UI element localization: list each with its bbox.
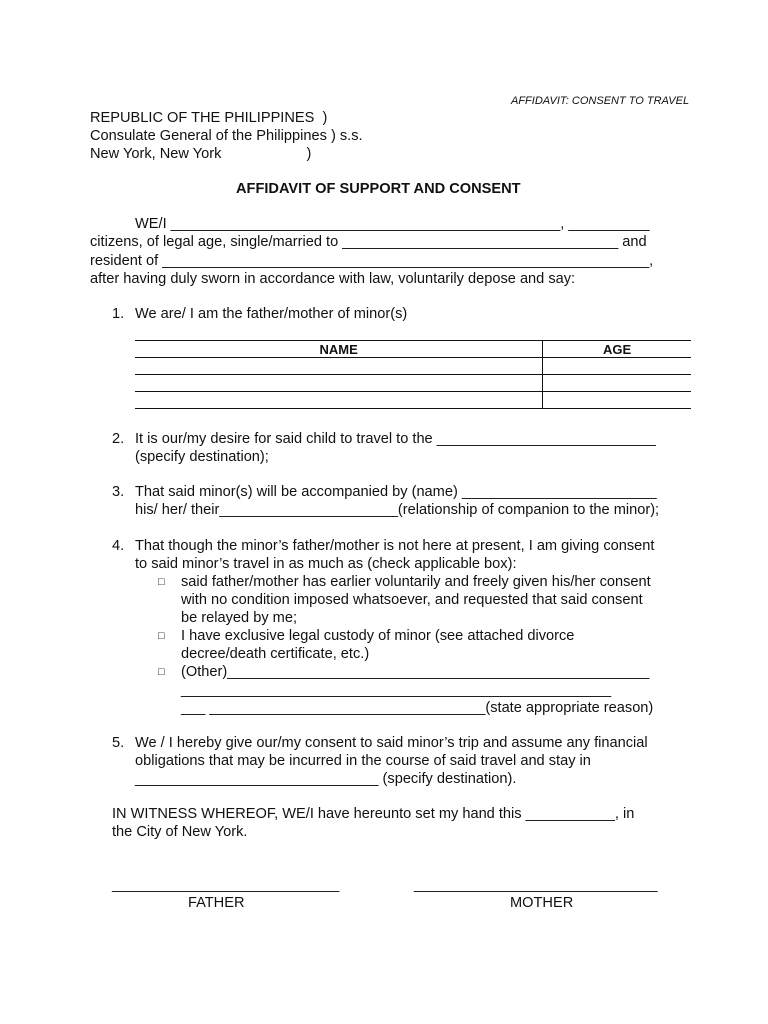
item-3-line-1: That said minor(s) will be accompanied by (name) ________________________ <box>135 484 657 500</box>
age-column-header: AGE <box>543 341 691 358</box>
table-row <box>135 392 691 409</box>
table-row <box>135 358 691 375</box>
intro-line-1: WE/I ________________________________________________, __________ <box>135 216 650 232</box>
minor-age-cell[interactable] <box>543 392 691 409</box>
item-5-number: 5. <box>112 735 125 751</box>
minor-age-cell[interactable] <box>543 375 691 392</box>
item-5-line-1: We / I hereby give our/my consent to said minor’s trip and assume any financial <box>135 735 648 751</box>
intro-line-3: resident of ____________________________________________________________, <box>90 253 654 269</box>
option-1-line-3: be relayed by me; <box>181 610 298 626</box>
minor-age-cell[interactable] <box>543 358 691 375</box>
venue-line-3: New York, New York ) <box>90 146 312 162</box>
option-1-line-1: said father/mother has earlier voluntarily and freely given his/her consent <box>181 574 651 590</box>
item-5-line-2: obligations that may be incurred in the course of said travel and stay in <box>135 753 591 769</box>
witness-line-2: the City of New York. <box>112 824 248 840</box>
checkbox-consent-given[interactable]: □ <box>158 576 165 588</box>
venue-line-1: REPUBLIC OF THE PHILIPPINES ) <box>90 110 328 126</box>
minor-name-cell[interactable] <box>135 358 543 375</box>
minors-table <box>135 340 691 409</box>
item-4-line-1: That though the minor’s father/mother is not here at present, I am giving consent <box>135 538 655 554</box>
item-2-line-2: (specify destination); <box>135 449 269 465</box>
intro-line-2: citizens, of legal age, single/married to __________________________________ and <box>90 234 647 250</box>
item-1-text: We are/ I am the father/mother of minor(s) <box>135 306 408 322</box>
option-2-line-1: I have exclusive legal custody of minor (see attached divorce <box>181 628 575 644</box>
table-row <box>135 375 691 392</box>
item-2-line-1: It is our/my desire for said child to travel to the ___________________________ <box>135 431 656 447</box>
item-3-number: 3. <box>112 484 125 500</box>
mother-label: MOTHER <box>510 895 574 911</box>
checkbox-exclusive-custody[interactable]: □ <box>158 630 165 642</box>
table-header-row <box>135 341 691 358</box>
witness-line-1: IN WITNESS WHEREOF, WE/I have hereunto set my hand this ___________, in <box>112 806 635 822</box>
mother-signature-line[interactable]: ______________________________ <box>414 877 658 893</box>
minor-name-cell[interactable] <box>135 392 543 409</box>
father-label: FATHER <box>188 895 245 911</box>
item-4-number: 4. <box>112 538 125 554</box>
venue-line-2: Consulate General of the Philippines ) s.s. <box>90 128 363 144</box>
item-3-line-2: his/ her/ their______________________(relationship of companion to the minor); <box>135 502 660 518</box>
father-signature-line[interactable]: ____________________________ <box>112 877 340 893</box>
item-5-line-3: ______________________________ (specify destination). <box>135 771 517 787</box>
minor-name-cell[interactable] <box>135 375 543 392</box>
item-4-line-2: to said minor’s travel in as much as (check applicable box): <box>135 556 517 572</box>
document-title: AFFIDAVIT OF SUPPORT AND CONSENT <box>236 181 521 197</box>
intro-line-4: after having duly sworn in accordance with law, voluntarily depose and say: <box>90 271 576 287</box>
option-3-line-1: (Other)____________________________________________________ <box>181 664 650 680</box>
item-2-number: 2. <box>112 431 125 447</box>
checkbox-other[interactable]: □ <box>158 666 165 678</box>
option-1-line-2: with no condition imposed whatsoever, and requested that said consent <box>181 592 643 608</box>
option-3-line-2: _____________________________________________________ <box>181 682 612 698</box>
option-3-line-3: ___ __________________________________(state appropriate reason) <box>181 700 654 716</box>
name-column-header: NAME <box>135 341 543 358</box>
item-1-number: 1. <box>112 306 125 322</box>
header-tag: AFFIDAVIT: CONSENT TO TRAVEL <box>511 95 690 107</box>
option-2-line-2: decree/death certificate, etc.) <box>181 646 370 662</box>
